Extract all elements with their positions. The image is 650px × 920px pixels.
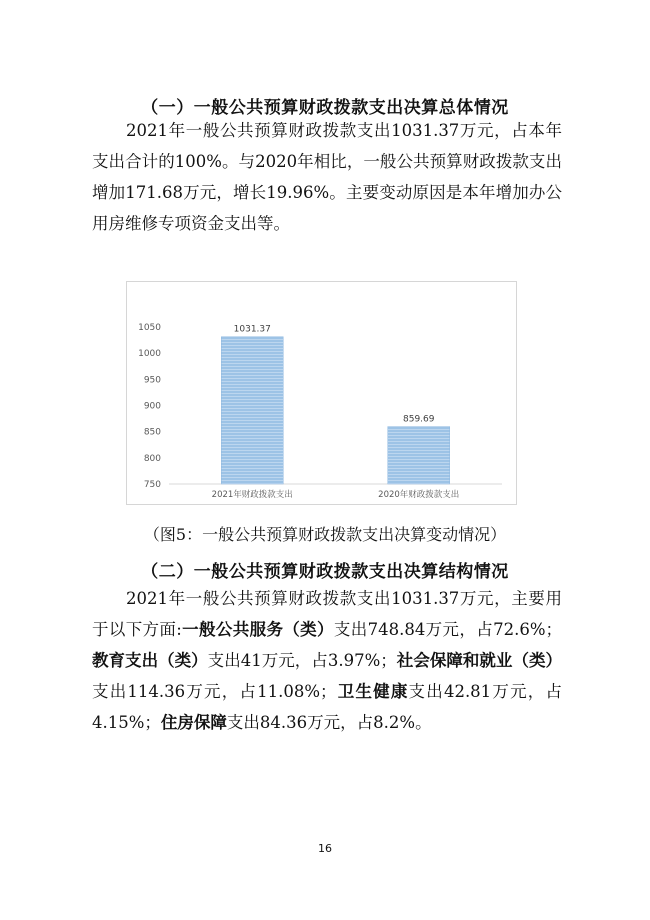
x-category-label: 2021年财政拨款支出 <box>211 490 293 500</box>
figure-caption: （图5：一般公共预算财政拨款支出决算变动情况） <box>143 525 507 544</box>
y-tick-label: 1000 <box>138 349 161 360</box>
item-name: 住房保障 <box>160 713 227 732</box>
y-tick-label: 900 <box>143 401 161 412</box>
bar-data-label: 1031.37 <box>233 324 271 335</box>
y-tick-label: 1050 <box>138 323 161 333</box>
bar <box>388 427 450 484</box>
item-text: 支出42.81万元，占4.15%； <box>92 682 562 732</box>
item-text: 支出41万元，占3.97%； <box>207 651 397 670</box>
bar <box>221 337 283 484</box>
section1-heading: （一）一般公共预算财政拨款支出决算总体情况 <box>141 98 509 118</box>
page-number: 16 <box>318 842 332 855</box>
y-tick-label: 750 <box>143 480 161 490</box>
item-name: 教育支出（类） <box>92 651 208 670</box>
item-name: 一般公共服务（类） <box>181 620 334 639</box>
y-tick-label: 950 <box>143 375 161 386</box>
item-name: 社会保障和就业（类） <box>396 651 563 670</box>
item-text: 支出748.84万元，占72.6%； <box>333 620 563 639</box>
x-category-label: 2020年财政拨款支出 <box>378 490 460 500</box>
item-name: 卫生健康 <box>336 682 409 701</box>
y-tick-label: 850 <box>143 427 161 438</box>
bar-data-label: 859.69 <box>403 414 435 425</box>
item-text: 支出84.36万元，占8.2%。 <box>226 713 432 732</box>
expenditure-bar-chart <box>126 281 517 505</box>
y-tick-label: 800 <box>143 453 161 464</box>
chart-svg <box>127 282 516 504</box>
section2-paragraph <box>92 583 562 738</box>
section2-intro: 2021年一般公共预算财政拨款支出1031.37万元，主要用于以下方面: <box>92 589 562 639</box>
item-text: 支出114.36万元，占11.08%； <box>92 682 337 701</box>
section1-paragraph: 2021年一般公共预算财政拨款支出1031.37万元，占本年支出合计的100%。与2020年相比，一般公共预算财政拨款支出增加171.68万元，增长19.96%。主要变动原因是本年增加办公用房维修专项资金支出等。 <box>92 121 562 233</box>
section2-heading: （二）一般公共预算财政拨款支出决算结构情况 <box>141 562 509 582</box>
